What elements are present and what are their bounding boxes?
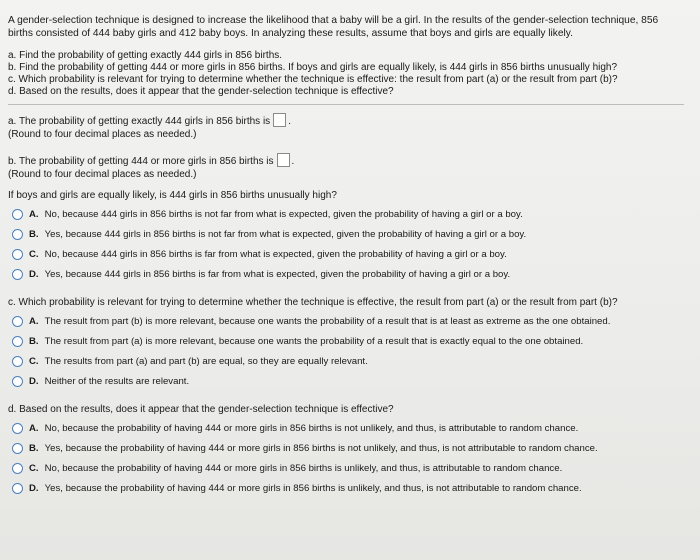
part-c-text: c. Which probability is relevant for trying to determine whether the technique is effective: the result from part (a) or the result from part (b)?	[8, 74, 618, 85]
radio-button[interactable]	[12, 483, 23, 494]
answer-a-input[interactable]	[273, 113, 286, 127]
option-c-a[interactable]: A. The result from part (b) is more relevant, because one wants the probability of a result that is at least as extreme as the one obtained.	[12, 315, 684, 328]
radio-button[interactable]	[12, 463, 23, 474]
question-d: d. Based on the results, does it appear that the gender-selection technique is effective?	[8, 404, 394, 415]
answer-a-note: (Round to four decimal places as needed.)	[8, 129, 197, 140]
problem-intro: A gender-selection technique is designed to increase the likelihood that a baby will be a girl. In the results of the gender-selection technique, 856 births consisted of 444 baby girls and 412 baby boys. In analyzing these results, assume that boys and girls are equally likely.	[8, 15, 659, 39]
question-c: c. Which probability is relevant for trying to determine whether the technique is effective, the result from part (a) or the result from part (b)?	[8, 297, 618, 308]
part-d-text: d. Based on the results, does it appear that the gender-selection technique is effective?	[8, 86, 394, 97]
option-high-a[interactable]: A. No, because 444 girls in 856 births is not far from what is expected, given the probability of having a girl or a boy.	[12, 208, 684, 221]
question-unusually-high: If boys and girls are equally likely, is 444 girls in 856 births unusually high?	[8, 190, 337, 201]
option-high-c[interactable]: C. No, because 444 girls in 856 births is far from what is expected, given the probability of having a girl or a boy.	[12, 248, 684, 261]
option-d-a[interactable]: A. No, because the probability of having 444 or more girls in 856 births is not unlikely, and thus, is attributable to random chance.	[12, 422, 684, 435]
radio-button[interactable]	[12, 356, 23, 367]
option-c-b[interactable]: B. The result from part (a) is more relevant, because one wants the probability of a result that is exactly equal to the one obtained.	[12, 335, 684, 348]
radio-button[interactable]	[12, 209, 23, 220]
radio-button[interactable]	[12, 269, 23, 280]
section-divider	[8, 104, 684, 105]
part-b-text: b. Find the probability of getting 444 or more girls in 856 births. If boys and girls are equally likely, is 444 girls in 856 births unusually high?	[8, 62, 618, 73]
radio-button[interactable]	[12, 316, 23, 327]
options-unusually-high	[12, 208, 684, 281]
radio-button[interactable]	[12, 229, 23, 240]
radio-button[interactable]	[12, 376, 23, 387]
option-d-c[interactable]: C. No, because the probability of having 444 or more girls in 856 births is unlikely, and thus, is attributable to random chance.	[12, 462, 684, 475]
option-d-b[interactable]: B. Yes, because the probability of having 444 or more girls in 856 births is not unlikely, and thus, is not attributable to random chance.	[12, 442, 684, 455]
answer-b-block: b. The probability of getting 444 or more girls in 856 births is . (Round to four decimal places as needed.)	[8, 153, 684, 181]
options-c	[12, 315, 684, 388]
option-c-c[interactable]: C. The results from part (a) and part (b) are equal, so they are equally relevant.	[12, 355, 684, 368]
answer-a-prompt: a. The probability of getting exactly 444 girls in 856 births is	[8, 116, 271, 127]
answer-b-note: (Round to four decimal places as needed.)	[8, 169, 197, 180]
radio-button[interactable]	[12, 336, 23, 347]
option-c-d[interactable]: D. Neither of the results are relevant.	[12, 375, 684, 388]
answer-b-prompt: b. The probability of getting 444 or more girls in 856 births is	[8, 156, 274, 167]
part-a-text: a. Find the probability of getting exactly 444 girls in 856 births.	[8, 50, 283, 61]
option-high-b[interactable]: B. Yes, because 444 girls in 856 births is not far from what is expected, given the probability of having a girl or a boy.	[12, 228, 684, 241]
options-d	[12, 422, 684, 495]
radio-button[interactable]	[12, 249, 23, 260]
problem-parts	[8, 50, 684, 98]
option-d-d[interactable]: D. Yes, because the probability of having 444 or more girls in 856 births is unlikely, and thus, is not attributable to random chance.	[12, 482, 684, 495]
answer-a-block: a. The probability of getting exactly 444 girls in 856 births is . (Round to four decimal places as needed.)	[8, 113, 684, 141]
radio-button[interactable]	[12, 443, 23, 454]
answer-b-input[interactable]	[277, 153, 290, 167]
radio-button[interactable]	[12, 423, 23, 434]
option-high-d[interactable]: D. Yes, because 444 girls in 856 births is far from what is expected, given the probability of having a girl or a boy.	[12, 268, 684, 281]
